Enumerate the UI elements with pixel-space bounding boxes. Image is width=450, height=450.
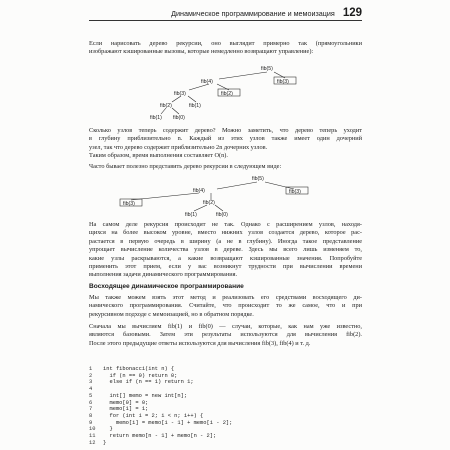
tree-node: fib(4) xyxy=(193,188,205,194)
code-line xyxy=(89,386,362,393)
code-line xyxy=(89,373,362,380)
tree-node: fib(2) xyxy=(160,103,172,109)
code-text: } xyxy=(103,426,113,433)
tree-node: fib(1) xyxy=(150,115,162,121)
code-line xyxy=(89,420,362,427)
text-line: Сначала мы вычисляем fib(1) и fib(0) — случаи, которые, как нам уже известно, xyxy=(89,323,362,330)
line-number: 2 xyxy=(89,372,93,379)
code-text: int fibonacci(int n) { xyxy=(103,366,175,372)
paragraph-base-cases xyxy=(89,323,362,348)
code-text: return memo[n - 1] + memo[n - 2]; xyxy=(103,433,217,440)
page-number: 129 xyxy=(342,7,362,19)
line-number: 11 xyxy=(89,433,96,440)
code-line xyxy=(89,426,362,433)
text-line: Часто бывает полезно представить дерево рекурсии в следующем виде: xyxy=(89,163,282,170)
line-number: 7 xyxy=(89,406,93,413)
line-number: 6 xyxy=(89,399,93,406)
tree-edge xyxy=(188,96,196,102)
code-text: } xyxy=(103,439,107,446)
code-line xyxy=(89,379,362,386)
paragraph-bottom-up xyxy=(89,294,362,319)
tree-node: fib(0) xyxy=(216,212,228,218)
text-line: Мы также можем взять этот метод и реализовать его средствами восходящего ди- xyxy=(89,294,362,301)
text-line: намического программирования. Считайте, что происходит то же самое, что и при xyxy=(89,302,362,310)
line-number: 8 xyxy=(89,412,93,419)
line-number: 4 xyxy=(89,386,93,393)
code-text: memo[i] = memo[i - 1] + memo[i - 2]; xyxy=(103,419,233,426)
text-line: растается в первую очередь в ширину (а не в глубину). Иногда такое представление xyxy=(89,237,362,245)
paragraph-breadth-first xyxy=(89,221,362,280)
tree-node: fib(3) xyxy=(289,189,301,195)
tree-node: fib(2) xyxy=(221,91,233,97)
text-line: Сколько узлов теперь содержит дерево? Можно заметить, что дерево теперь уходит xyxy=(89,127,362,134)
code-line xyxy=(89,393,362,400)
tree-node: fib(1) xyxy=(185,212,197,218)
code-text: for (int i = 2; i < n; i++) { xyxy=(103,412,204,419)
tree-edge xyxy=(172,108,179,114)
running-header xyxy=(89,6,362,21)
tree-node: fib(3) xyxy=(123,201,135,207)
text-line: Если нарисовать дерево рекурсии, оно выглядит примерно так (прямоугольники xyxy=(89,40,362,47)
tree-node: fib(4) xyxy=(201,79,213,85)
text-line: какие узлы раскрываются, а какие возвращают кэшированные значения. Попробуйте xyxy=(89,254,362,262)
tree-node: fib(5) xyxy=(252,176,264,182)
line-number: 9 xyxy=(89,419,93,426)
text-line: После этого предыдущие ответы используются для вычисления fib(3), fib(4) и т. д. xyxy=(89,339,311,347)
code-line xyxy=(89,413,362,420)
recursion-tree-2 xyxy=(89,173,362,221)
paragraph-tree-intro xyxy=(89,40,362,57)
text-line: применить этот прием, если у вас возникнут трудности при вычислении времени xyxy=(89,263,362,271)
code-text: if (n == 0) return 0; xyxy=(103,372,178,379)
line-number: 5 xyxy=(89,392,93,399)
tree-edge xyxy=(217,182,257,189)
tree-node: fib(2) xyxy=(203,200,215,206)
text-line: являются базовыми. Затем эти результаты используются для вычисления fib(2). xyxy=(89,331,362,339)
text-line: щихся на более высоком уровне, вместо нижних узлов создается дерево, которое рас- xyxy=(89,229,362,237)
tree-edge xyxy=(215,205,223,211)
code-text: memo[1] = 1; xyxy=(103,406,149,413)
tree-edge xyxy=(219,72,267,79)
code-line xyxy=(89,406,362,413)
text-line: в глубину приблизительно n. Каждый из этих узлов также имеет один дочерний xyxy=(89,135,362,143)
text-line: рекурсивном подходе с мемоизацией, но в обратном порядке. xyxy=(89,310,254,318)
section-heading: Восходящее динамическое программирование xyxy=(89,283,244,290)
text-line: Таким образом, время выполнения составляет O(n). xyxy=(89,152,228,160)
text-line: выполнения задачи динамического программирования. xyxy=(89,271,238,279)
paragraph-alt-view xyxy=(89,163,362,171)
code-line xyxy=(89,440,362,447)
tree-node: fib(3) xyxy=(174,91,186,97)
text-line: На самом деле рекурсия происходит не так. Однако с расширением узлов, находя- xyxy=(89,221,362,228)
tree-node: fib(3) xyxy=(277,79,289,85)
tree-edge xyxy=(265,182,294,189)
line-number: 12 xyxy=(89,439,96,446)
tree-node: fib(0) xyxy=(173,115,185,121)
line-number: 1 xyxy=(89,366,93,372)
text-line: узел, так что дерево содержит приблизительно 2n дочерних узлов. xyxy=(89,143,268,151)
paragraph-node-count xyxy=(89,127,362,161)
code-text: else if (n == 1) return 1; xyxy=(103,379,194,386)
text-line: упрощает вычисление количества узлов в дереве. Здесь мы всего лишь изменяем то, xyxy=(89,246,362,254)
header-title: Динамическое программирование и мемоизация xyxy=(171,8,335,18)
code-line xyxy=(89,400,362,407)
tree-node: fib(5) xyxy=(261,66,273,72)
code-text: int[] memo = new int[n]; xyxy=(103,392,188,399)
line-number: 3 xyxy=(89,379,93,386)
text-line: изображают кэшированные вызовы, которые немедленно возвращают управление): xyxy=(89,48,314,56)
line-number: 10 xyxy=(89,426,96,433)
code-line xyxy=(89,366,362,373)
code-text: memo[0] = 0; xyxy=(103,399,149,406)
recursion-tree-1 xyxy=(89,62,362,126)
code-line xyxy=(89,433,362,440)
tree-node: fib(1) xyxy=(189,103,201,109)
code-listing xyxy=(89,366,362,446)
